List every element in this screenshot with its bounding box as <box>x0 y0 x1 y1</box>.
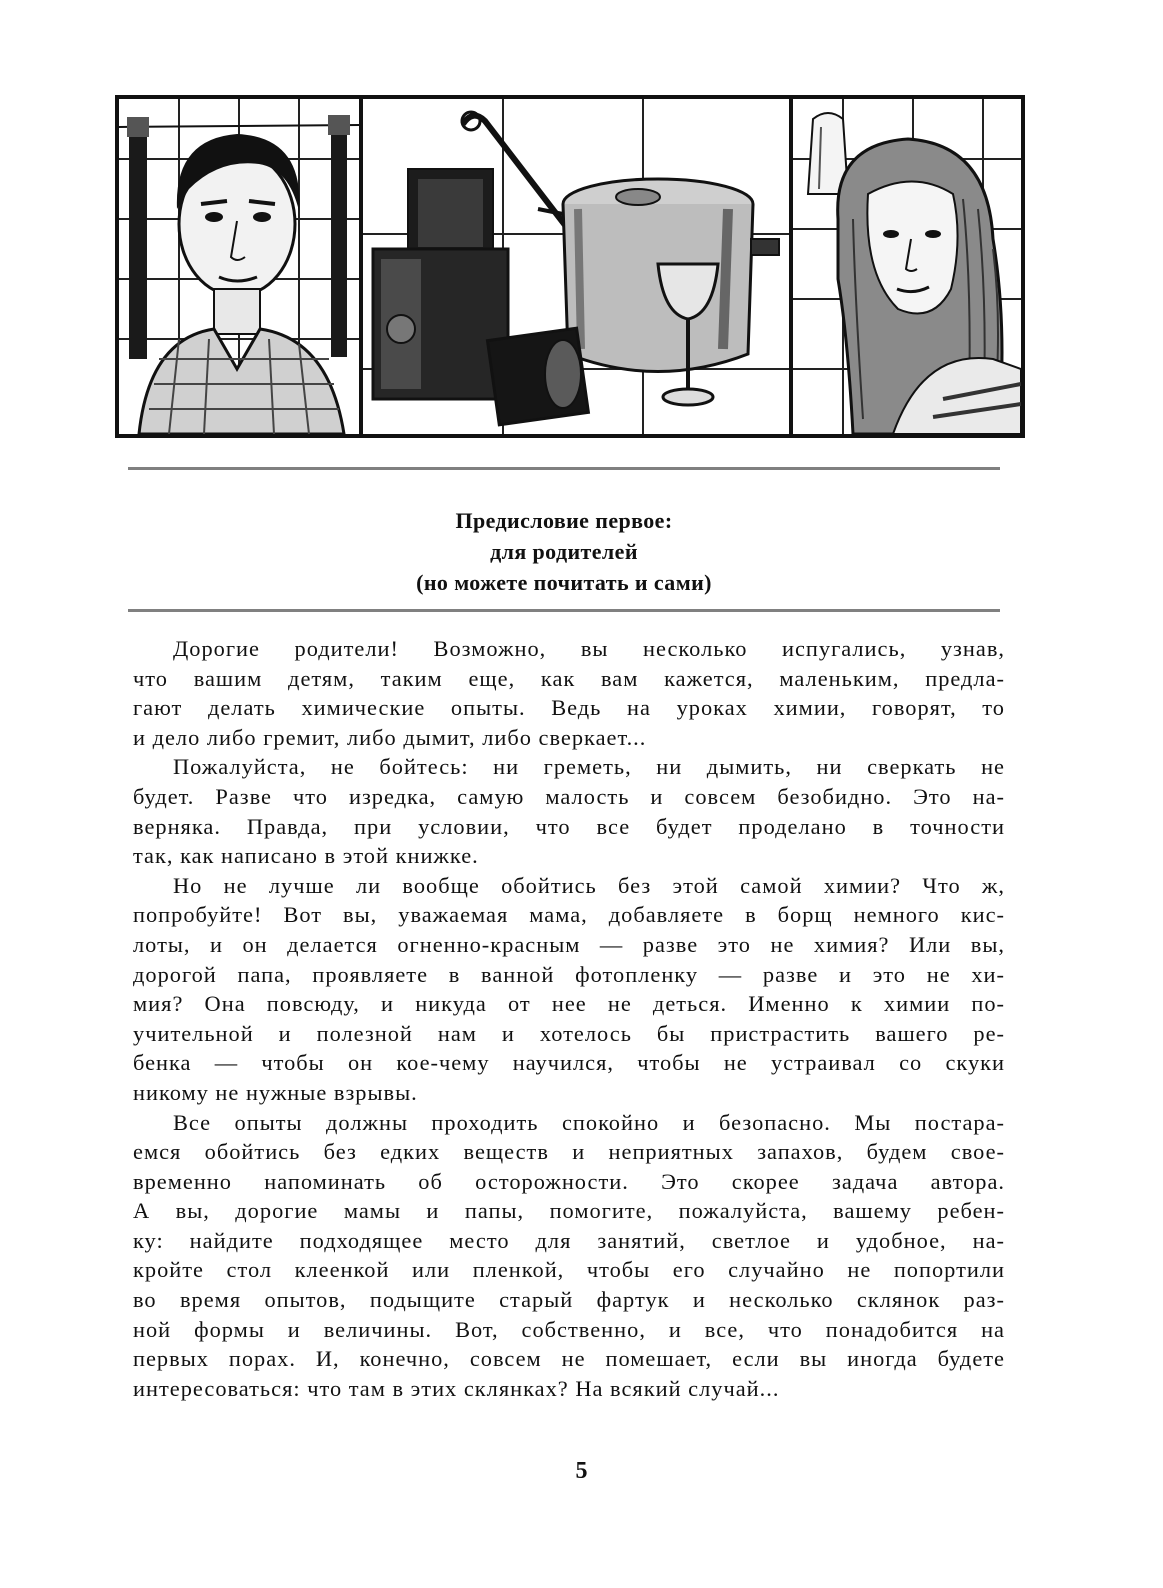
text-line: Но не лучше ли вообще обойтись без этой самой химии? Что ж, <box>173 872 1005 898</box>
text-line: учительной и полезной нам и хотелось бы пристрастить вашего ре- <box>133 1020 1005 1046</box>
text-line: интересоваться: что там в этих склянках? На всякий случай... <box>133 1375 780 1401</box>
paragraph-2 <box>133 752 1005 870</box>
text-line: верняка. Правда, при условии, что все будет проделано в точности <box>133 813 1005 839</box>
text-line: Пожалуйста, не бойтесь: ни греметь, ни дымить, ни сверкать не <box>173 754 1005 780</box>
heading-rule-top <box>128 467 1000 470</box>
text-line: будет. Разве что изредка, самую малость и совсем безобидно. Это на- <box>133 783 1005 809</box>
young-woman-drawing <box>793 99 1021 434</box>
heading-line-3: (но можете почитать и сами) <box>416 570 712 595</box>
text-line: временно напоминать об осторожности. Это скорее задача автора. <box>133 1168 1005 1194</box>
text-line: гают делать химические опыты. Ведь на уроках химии, говорят, то <box>133 695 1005 721</box>
text-line: бенка — чтобы он кое-чему научился, чтобы не устраивал со скуки <box>133 1050 1005 1076</box>
heading-rule-bottom <box>128 609 1000 612</box>
text-line: попробуйте! Вот вы, уважаемая мама, добавляете в борщ немного кис- <box>133 902 1005 928</box>
text-line: во время опытов, подыщите старый фартук и несколько склянок раз- <box>133 1287 1005 1313</box>
heading-line-1: Предисловие первое: <box>455 508 673 533</box>
illustration-camera-and-pot <box>363 99 789 434</box>
text-line: лоты, и он делается огненно-красным — разве это не химия? Или вы, <box>133 931 1005 957</box>
preface-heading <box>128 505 1000 598</box>
young-man-drawing <box>119 99 359 434</box>
text-line: кройте стол клеенкой или пленкой, чтобы его случайно не попортили <box>133 1257 1005 1283</box>
illustration-young-man <box>119 99 359 434</box>
text-line: А вы, дорогие мамы и папы, помогите, пожалуйста, вашему ребен- <box>133 1198 1005 1224</box>
text-line: Дорогие родители! Возможно, вы несколько испугались, узнав, <box>173 636 1005 661</box>
text-line: так, как написано в этой книжке. <box>133 843 479 869</box>
paragraph-4 <box>133 1108 1005 1404</box>
illustration-young-woman <box>793 99 1021 434</box>
preface-body <box>133 634 1005 1403</box>
text-line: ку: найдите подходящее место для занятий, светлое и удобное, на- <box>133 1227 1005 1253</box>
text-line: что вашим детям, таким еще, как вам кажется, маленьким, предла- <box>133 665 1005 691</box>
heading-line-2: для родителей <box>490 539 638 564</box>
text-line: первых порах. И, конечно, совсем не помешает, если вы иногда будете <box>133 1346 1005 1372</box>
paragraph-3 <box>133 871 1005 1108</box>
text-line: никому не нужные взрывы. <box>133 1079 418 1105</box>
text-line: мия? Она повсюду, и никуда от нее не деться. Именно к химии по- <box>133 991 1005 1017</box>
text-line: Все опыты должны проходить спокойно и безопасно. Мы постара- <box>173 1109 1005 1135</box>
paragraph-1 <box>133 634 1005 752</box>
text-line: емся обойтись без едких веществ и неприятных запахов, будем свое- <box>133 1139 1005 1165</box>
illustration-strip <box>115 95 1025 438</box>
camera-pot-drawing <box>363 99 789 434</box>
text-line: дорогой папа, проявляете в ванной фотопленку — разве и это не хи- <box>133 961 1005 987</box>
text-line: ной формы и величины. Вот, собственно, и все, что понадобится на <box>133 1316 1005 1342</box>
text-line: и дело либо гремит, либо дымит, либо сверкает... <box>133 724 647 750</box>
page-number: 5 <box>575 1458 588 1484</box>
